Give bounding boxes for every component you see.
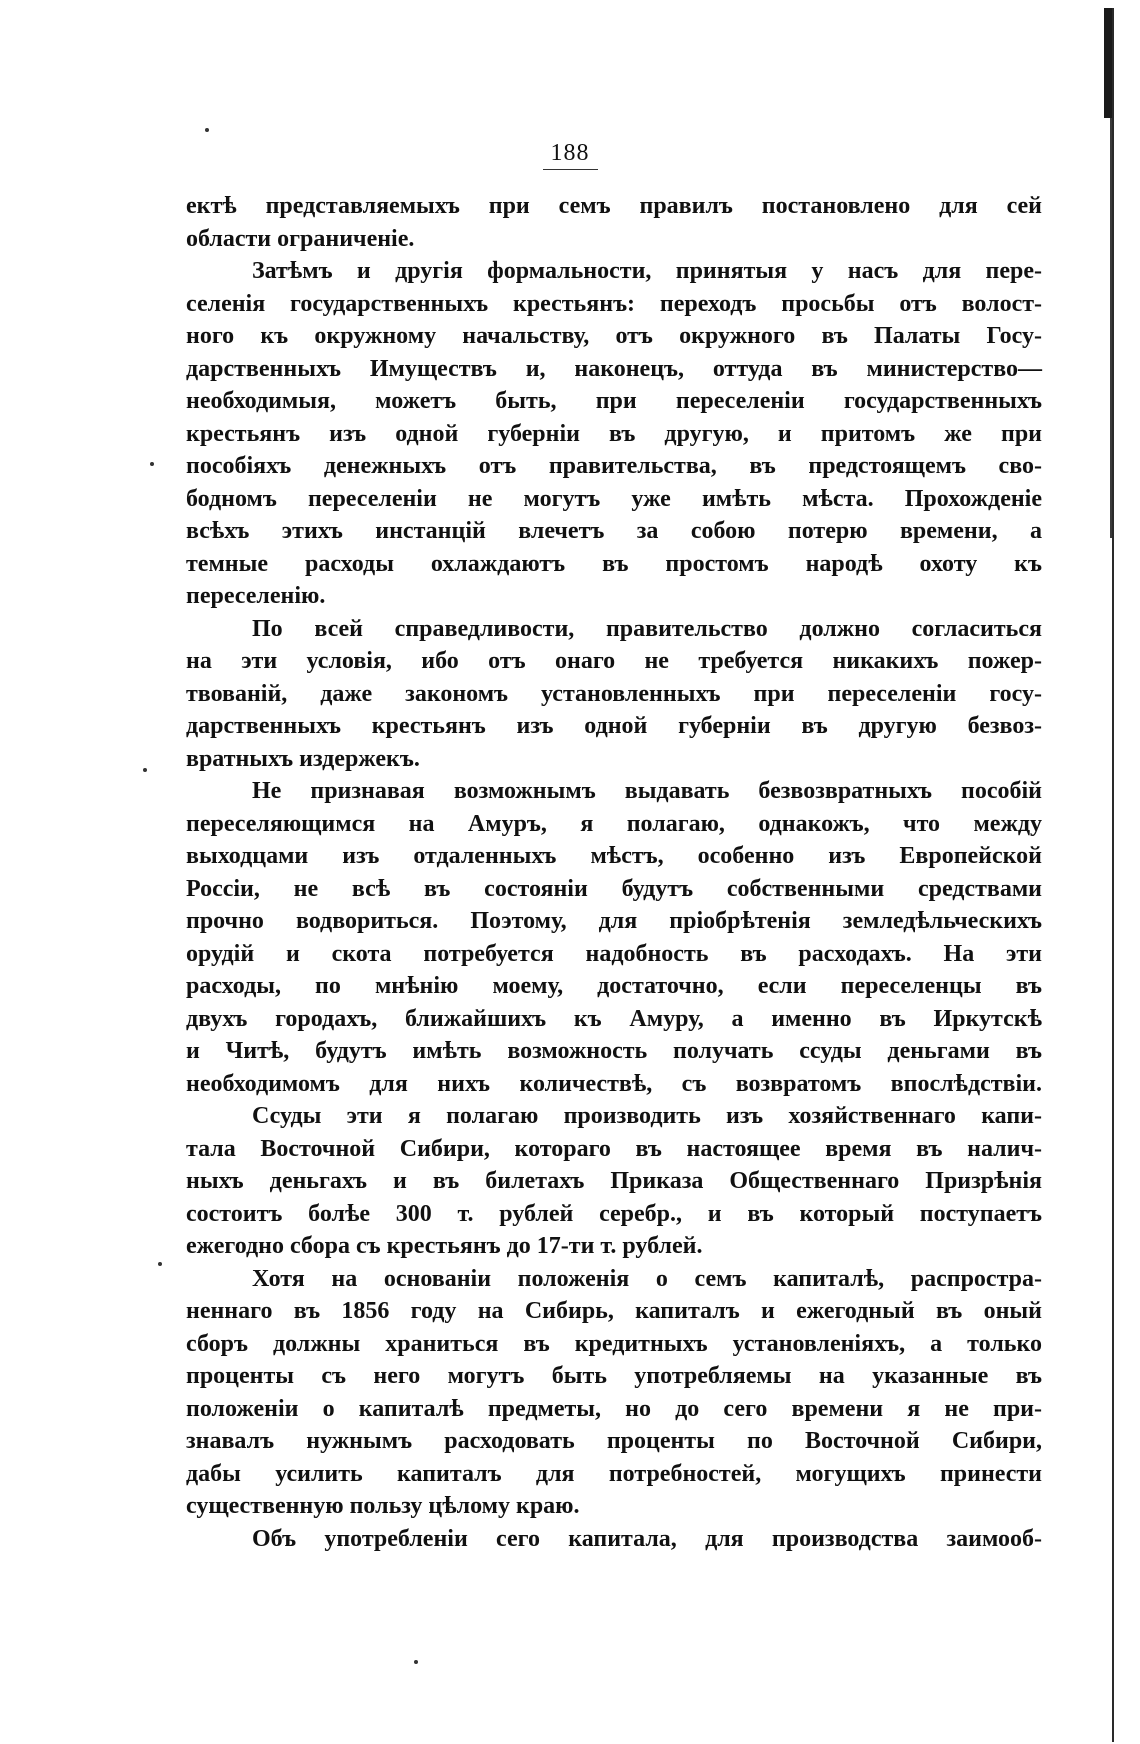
text-line: бодномъ переселеніи не могутъ уже имѣть мѣста. Прохожденіе — [186, 485, 1042, 512]
text-line: Ссуды эти я полагаю производить изъ хозяйственнаго капи- — [252, 1103, 1042, 1129]
text-line: двухъ городахъ, ближайшихъ къ Амуру, а именно въ Иркутскѣ — [186, 1005, 1042, 1032]
text-line: тала Восточной Сибири, котораго въ настоящее время въ налич- — [186, 1135, 1042, 1162]
text-line: Затѣмъ и другія формальности, принятыя у насъ для пере- — [252, 258, 1042, 284]
scan-speck — [205, 128, 209, 132]
text-line: Не признавая возможнымъ выдавать безвозвратныхъ пособій — [252, 778, 1042, 804]
scan-speck — [143, 768, 147, 772]
text-line: расходы, по мнѣнію моему, достаточно, если переселенцы въ — [186, 973, 1042, 999]
text-line: знавалъ нужнымъ расходовать проценты по Восточной Сибири, — [186, 1428, 1042, 1454]
page-number — [0, 140, 1140, 170]
text-line: дабы усилить капиталъ для потребностей, могущихъ принести — [186, 1460, 1042, 1487]
text-line: на эти условія, ибо отъ онаго не требуется никакихъ пожер- — [186, 648, 1042, 674]
scan-speck — [414, 1660, 418, 1664]
text-line: орудій и скота потребуется надобность въ расходахъ. На эти — [186, 940, 1042, 967]
text-line: По всей справедливости, правительство должно согласиться — [252, 615, 1042, 642]
text-line: всѣхъ этихъ инстанцій влечетъ за собою потерю времени, а — [186, 518, 1042, 544]
text-line: ного къ окружному начальству, отъ окружного въ Палаты Госу- — [186, 323, 1042, 349]
text-line: области ограниченіе. — [186, 225, 415, 252]
text-line: состоитъ болѣе 300 т. рублей серебр., и въ который поступаетъ — [186, 1200, 1042, 1227]
text-line: ектѣ представляемыхъ при семъ правилъ постановлено для сей — [186, 193, 1042, 219]
text-line: переселенію. — [186, 583, 326, 609]
text-line: Объ употребленіи сего капитала, для производства заимооб- — [252, 1525, 1042, 1552]
text-line: дарственныхъ Имуществъ и, наконецъ, оттуда въ министерство— — [186, 355, 1042, 382]
text-line: существенную пользу цѣлому краю. — [186, 1493, 580, 1519]
text-line: ежегодно сбора съ крестьянъ до 17-ти т. рублей. — [186, 1233, 703, 1259]
text-line: темные расходы охлаждаютъ въ простомъ народѣ охоту къ — [186, 550, 1042, 577]
text-line: пособіяхъ денежныхъ отъ правительства, въ предстоящемъ сво- — [186, 453, 1042, 479]
text-line: и Читѣ, будутъ имѣть возможность получать ссуды деньгами въ — [186, 1038, 1042, 1064]
text-line: сборъ должны храниться въ кредитныхъ установленіяхъ, а только — [186, 1330, 1042, 1357]
text-line: положеніи о капиталѣ предметы, но до сего времени я не при- — [186, 1395, 1042, 1422]
text-line: прочно водвориться. Поэтому, для пріобрѣтенія земледѣльческихъ — [186, 908, 1042, 934]
text-line: твованій, даже закономъ установленныхъ при переселеніи госу- — [186, 680, 1042, 707]
scan-speck — [158, 1262, 162, 1266]
text-line: дарственныхъ крестьянъ изъ одной губерніи въ другую безвоз- — [186, 713, 1042, 739]
text-line: выходцами изъ отдаленныхъ мѣстъ, особенно изъ Европейской — [186, 843, 1042, 869]
page-edge-line — [1112, 8, 1114, 1742]
body-text — [186, 190, 1042, 1555]
page-number-text: 188 — [543, 140, 598, 170]
text-line: селенія государственныхъ крестьянъ: переходъ просьбы отъ волост- — [186, 290, 1042, 317]
text-line: Хотя на основаніи положенія о семъ капиталѣ, распростра- — [252, 1265, 1042, 1292]
text-line: неннаго въ 1856 году на Сибирь, капиталъ и ежегодный въ оный — [186, 1298, 1042, 1324]
text-line: переселяющимся на Амуръ, я полагаю, однакожъ, что между — [186, 810, 1042, 837]
text-line: Россіи, не всѣ въ состояніи будутъ собственными средствами — [186, 875, 1042, 902]
text-line: необходимомъ для нихъ количествѣ, съ возвратомъ впослѣдствіи. — [186, 1070, 1042, 1097]
scan-speck — [150, 462, 154, 466]
text-line: вратныхъ издержекъ. — [186, 745, 420, 772]
text-line: крестьянъ изъ одной губерніи въ другую, и притомъ же при — [186, 420, 1042, 447]
text-line: проценты съ него могутъ быть употребляемы на указанные въ — [186, 1363, 1042, 1389]
text-line: ныхъ деньгахъ и въ билетахъ Приказа Общественнаго Призрѣнія — [186, 1168, 1042, 1194]
text-line: необходимыя, можетъ быть, при переселеніи государственныхъ — [186, 388, 1042, 414]
